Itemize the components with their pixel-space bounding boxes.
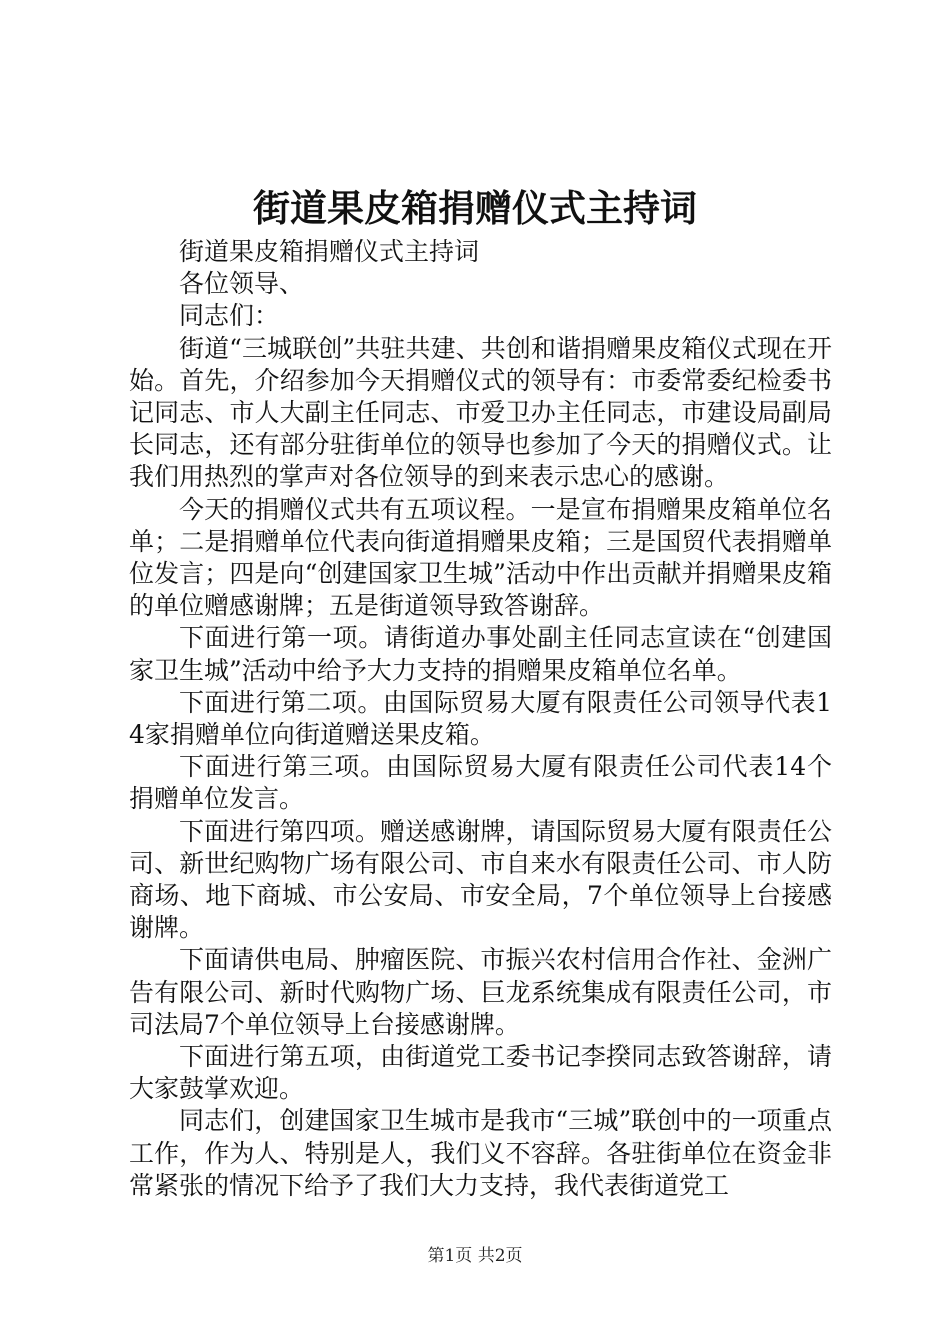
paragraph: 今天的捐赠仪式共有五项议程。一是宣布捐赠果皮箱单位名单；二是捐赠单位代表向街道捐赠果皮箱；三是国贸代表捐赠单位发言；四是向“创建国家卫生城”活动中作出贡献并捐赠果皮箱的单位赠感谢牌；五是街道领导致答谢辞。 bbox=[129, 494, 832, 621]
document-title: 街道果皮箱捐赠仪式主持词 bbox=[253, 186, 697, 230]
paragraph: 下面进行第一项。请街道办事处副主任同志宣读在“创建国家卫生城”活动中给予大力支持的捐赠果皮箱单位名单。 bbox=[129, 623, 832, 685]
paragraph: 下面进行第二项。由国际贸易大厦有限责任公司领导代表14家捐赠单位向街道赠送果皮箱。 bbox=[129, 687, 832, 750]
paragraph: 下面进行第四项。赠送感谢牌，请国际贸易大厦有限责任公司、新世纪购物广场有限公司、市自来水有限责任公司、市人防商场、地下商城、市公安局、市安全局，7个单位领导上台接感谢牌。 bbox=[129, 816, 832, 943]
page-number-footer: 第1页 共2页 bbox=[427, 1246, 523, 1266]
paragraph: 下面进行第三项。由国际贸易大厦有限责任公司代表14个捐赠单位发言。 bbox=[129, 752, 832, 814]
paragraph: 同志们，创建国家卫生城市是我市“三城”联创中的一项重点工作，作为人、特别是人，我们义不容辞。各驻街单位在资金非常紧张的情况下给予了我们大力支持，我代表街道党工 bbox=[129, 1106, 832, 1200]
paragraph: 同志们： bbox=[179, 301, 280, 331]
paragraph: 各位领导、 bbox=[179, 269, 305, 299]
paragraph: 下面请供电局、肿瘤医院、市振兴农村信用合作社、金洲广告有限公司、新时代购物广场、巨龙系统集成有限责任公司，市司法局7个单位领导上台接感谢牌。 bbox=[129, 945, 832, 1039]
paragraph: 街道果皮箱捐赠仪式主持词 bbox=[179, 237, 480, 266]
paragraph: 街道“三城联创”共驻共建、共创和谐捐赠果皮箱仪式现在开始。首先，介绍参加今天捐赠仪式的领导有：市委常委纪检委书记同志、市人大副主任同志、市爱卫办主任同志，市建设局副局长同志，还有部分驻街单位的领导也参加了今天的捐赠仪式。让我们用热烈的掌声对各位领导的到来表示忠心的感谢。 bbox=[129, 333, 832, 492]
document-body bbox=[129, 236, 832, 1202]
paragraph: 下面进行第五项，由街道党工委书记李揆同志致答谢辞，请大家鼓掌欢迎。 bbox=[129, 1042, 832, 1104]
